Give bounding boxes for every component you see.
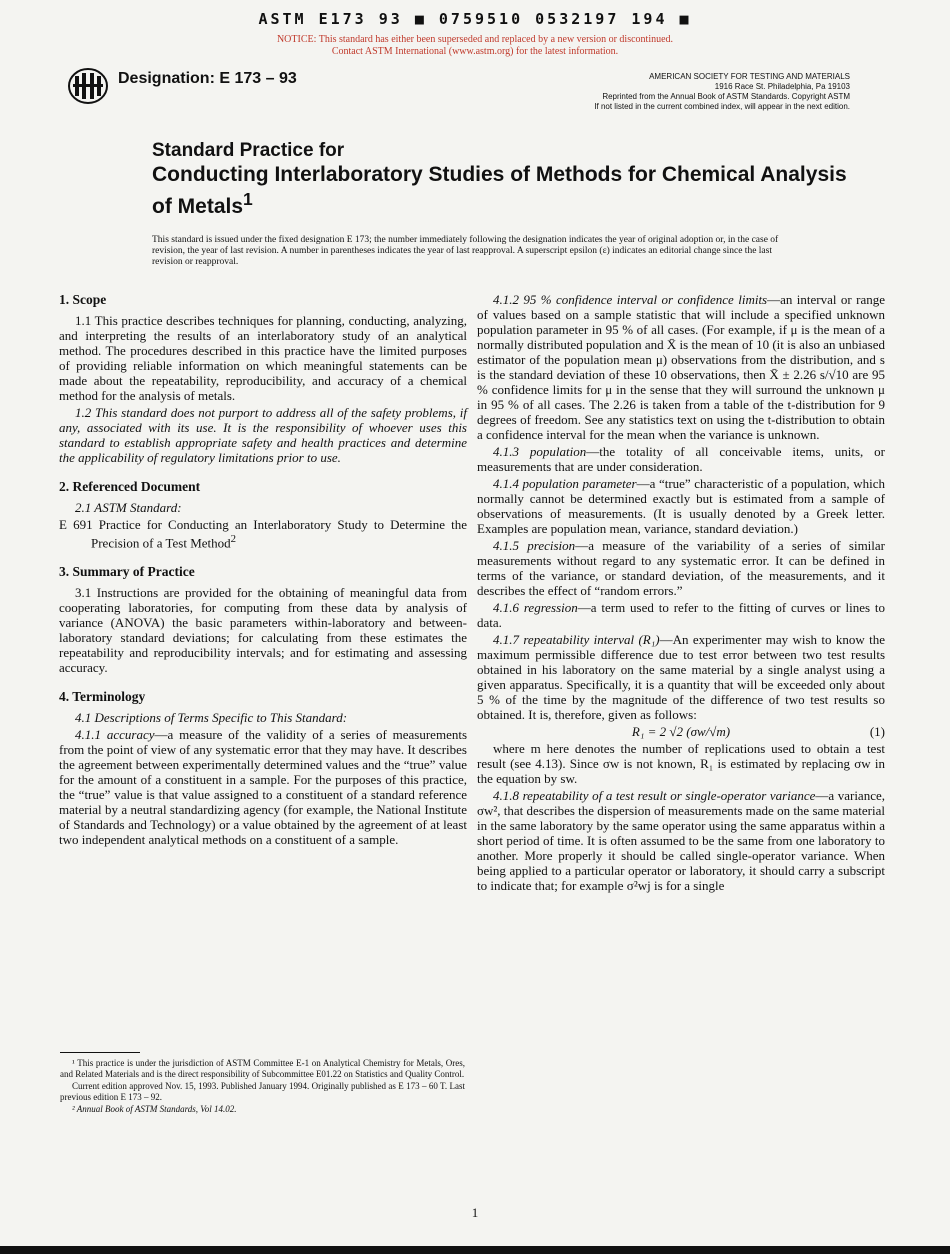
definition-accuracy: —a measure of the validity of a series of measurements from the point of view of any systematic error that they may have. It describes the agreement between experimentally determined values and the “true” value for the amount of a constituent in a sample. For the purposes of this practice, the “true” value is that value assigned to a constituent of a standard reference material by a neutral standardizing agency (for example, the National Institute of Standards and Technology) or a value obtained by the agreement of at least two independent analytical methods on a constituent of a sample. (59, 727, 468, 848)
header-code: ASTM E173 93 ■ 0759510 0532197 194 ■ (258, 10, 692, 28)
reference-e691 (59, 517, 467, 550)
definition-regression: —a term used to refer to the fitting of curves or lines to data. (477, 600, 885, 630)
section-heading-summary: 3. Summary of Practice (59, 564, 195, 580)
term-repeatability-interval: 4.1.7 repeatability interval (R₁) (493, 632, 660, 647)
term-regression: 4.1.6 regression (493, 600, 578, 615)
paragraph-4-1-7 (477, 632, 885, 722)
index-note: If not listed in the current combined index, will appear in the next edition. (594, 102, 850, 111)
paragraph-4-1: 4.1 Descriptions of Terms Specific to This Standard: (75, 710, 348, 726)
paragraph-2-1: 2.1 ASTM Standard: (75, 500, 182, 515)
title-subheading: Standard Practice for (152, 140, 345, 161)
definition-population: —the totality of all conceivable items, units, or measurements that are under consideration. (477, 444, 885, 474)
paragraph-1-2: 1.2 This standard does not purport to address all of the safety problems, if any, associated with its use. It is the responsibility of whoever uses this standard to establish appropriate safety and health practices and determine the applicability of regulatory limitations prior to use. (59, 405, 467, 465)
paragraph-4-1-5 (477, 538, 885, 598)
section-heading-scope: 1. Scope (59, 292, 107, 307)
paragraph-4-1-4 (477, 476, 885, 536)
definition-single-operator-variance: —a variance, σw², that describes the dispersion of measurements made on the same material in the same laboratory by the same operator using the same apparatus within a short period of time. It is often assumed to be the same from one laboratory to another. More properly it should be called single-operator variance. When being applied to a particular operator or laboratory, it should carry a subscript to indicate that; for example σ²wj is for a single (477, 788, 886, 893)
page-title-text: Conducting Interlaboratory Studies of Methods for Chemical Analysis of Metals (152, 163, 847, 218)
notice-line-2[interactable]: Contact ASTM International (www.astm.org) for the latest information. (331, 46, 619, 57)
bottom-scan-edge (0, 1246, 950, 1254)
term-accuracy: 4.1.1 accuracy (75, 727, 155, 743)
page-number: 1 (471, 1205, 479, 1220)
left-column (59, 292, 467, 849)
term-single-operator-variance: 4.1.8 repeatability of a test result or single-operator variance (493, 788, 816, 803)
footnote-2: ² Annual Book of ASTM Standards, Vol 14.02. (72, 1104, 237, 1114)
supersede-notice (0, 34, 950, 58)
paragraph-4-1-8 (477, 788, 885, 893)
designation: Designation: E 173 – 93 (118, 70, 297, 87)
footnotes (60, 1058, 465, 1116)
society-address: 1916 Race St. Philadelphia, Pa 19103 (714, 82, 850, 91)
paragraph-4-1-7-where: where m here denotes the number of replications used to obtain a test result (see 4.13). Since σw is not known, R₁ is estimated by replacing σw in the equation by sw. (477, 741, 885, 786)
equation-1 (477, 724, 885, 739)
paragraph-4-1-3 (477, 444, 885, 474)
term-population-parameter: 4.1.4 population parameter (493, 476, 637, 491)
footnote-1: ¹ This practice is under the jurisdiction of ASTM Committee E-1 on Analytical Chemistry for Metals, Ores, and Related Materials and is the direct responsibility of Subcommittee E01.22 on Statistics and Quality Control. (60, 1058, 465, 1079)
society-name: AMERICAN SOCIETY FOR TESTING AND MATERIALS (649, 72, 850, 81)
definition-repeatability-interval: —An experimenter may wish to know the maximum permissible difference due to test error between two test results obtained in his laboratory on the same material by a single analyst using a given apparatus. Specifically, it is a quantity that will be exceeded only about 5 % of the time by the magnitude of the difference of two test results so obtained. It is, therefore, given as follows: (477, 632, 885, 722)
notice-line-1: NOTICE: This standard has either been superseded and replaced by a new version or discontinued. (276, 34, 674, 45)
astm-logo-icon (68, 68, 108, 104)
publisher-block (520, 72, 850, 112)
definition-precision: —a measure of the variability of a series of similar measurements without regard to any systematic error. It can be defined in terms of the variance, or standard deviation, of the measurements, and it describes the effect of “random errors.” (477, 538, 886, 598)
right-column (477, 292, 885, 895)
footnote-divider (60, 1052, 140, 1053)
reprint-note: Reprinted from the Annual Book of ASTM Standards. Copyright ASTM (602, 92, 850, 101)
section-heading-terminology: 4. Terminology (59, 689, 146, 705)
section-heading-referenced-document: 2. Referenced Document (59, 479, 201, 494)
title-footnote-mark: 1 (243, 189, 253, 209)
definition-population-parameter: —a “true” characteristic of a population, which normally cannot be determined exactly but is estimated from a sample of observations of measurements. (It is usually denoted by a Greek letter. Examples are population mean, variance, standard deviation.) (477, 476, 886, 536)
reference-e691-text: E 691 Practice for Conducting an Interlaboratory Study to Determine the Precision of a Test Method (59, 517, 467, 551)
paragraph-1-1: 1.1 This practice describes techniques for planning, conducting, analyzing, and interpreting the results of an interlaboratory study of an analytical method. The procedures described in this practice have the limited purposes of providing reliable information on which meaningful statements can be made about the repeatability, reproducibility, and accuracy of a chemical method for the analysis of metals. (59, 313, 467, 403)
term-confidence-interval: 4.1.2 95 % confidence interval or confidence limits (493, 292, 768, 307)
term-population: 4.1.3 population (493, 444, 587, 459)
paragraph-3-1: 3.1 Instructions are provided for the obtaining of meaningful data from cooperating laboratories, for computing from these data by analysis of variance (ANOVA) the basic parameters within-laboratory and between-laboratory standard deviations; for calculating from these estimates the repeatability and reproducibility intervals; and for estimating and assessing accuracy. (59, 585, 467, 676)
page-title (152, 162, 852, 219)
equation-text: R₁ = 2 √2 (σw/√m) (631, 724, 731, 739)
reference-footnote-mark: 2 (230, 533, 237, 545)
definition-confidence-interval: —an interval or range of values based on a sample statistic that will include a specified unknown population parameter in 95 % of all cases. (For example, if μ is the mean of a normally distributed population and X̄ is the mean of 10 (it is also an unbiased estimator of the population mean μ) observations from the distribution, and s is the standard deviation of these 10 observations, then X̄ ± 2.26 s/√10 are 95 % confidence limits for μ in the sense that they will surround the unknown μ in 95 % of all cases. The 2.26 is taken from a table of the t-distribution for 9 degrees of freedom. See any statistics text on using the t-distribution to obtain a confidence interval for the mean when the variance is unknown. (477, 292, 885, 442)
issued-note: This standard is issued under the fixed designation E 173; the number immediately following the designation indicates the year of original adoption or, in the case of revision, the year of last revision. A number in parentheses indicates the year of last reapproval. A superscript epsilon (ε) indicates an editorial change since the last revision or reapproval. (152, 235, 779, 267)
paragraph-4-1-6 (477, 600, 885, 630)
paragraph-4-1-1 (59, 727, 467, 847)
equation-number: (1) (869, 724, 885, 739)
term-precision: 4.1.5 precision (493, 538, 576, 553)
paragraph-4-1-2 (477, 292, 885, 442)
footnote-1-edition: Current edition approved Nov. 15, 1993. Published January 1994. Originally published as E 173 – 60 T. Last previous edition E 173 – 92. (60, 1081, 465, 1102)
